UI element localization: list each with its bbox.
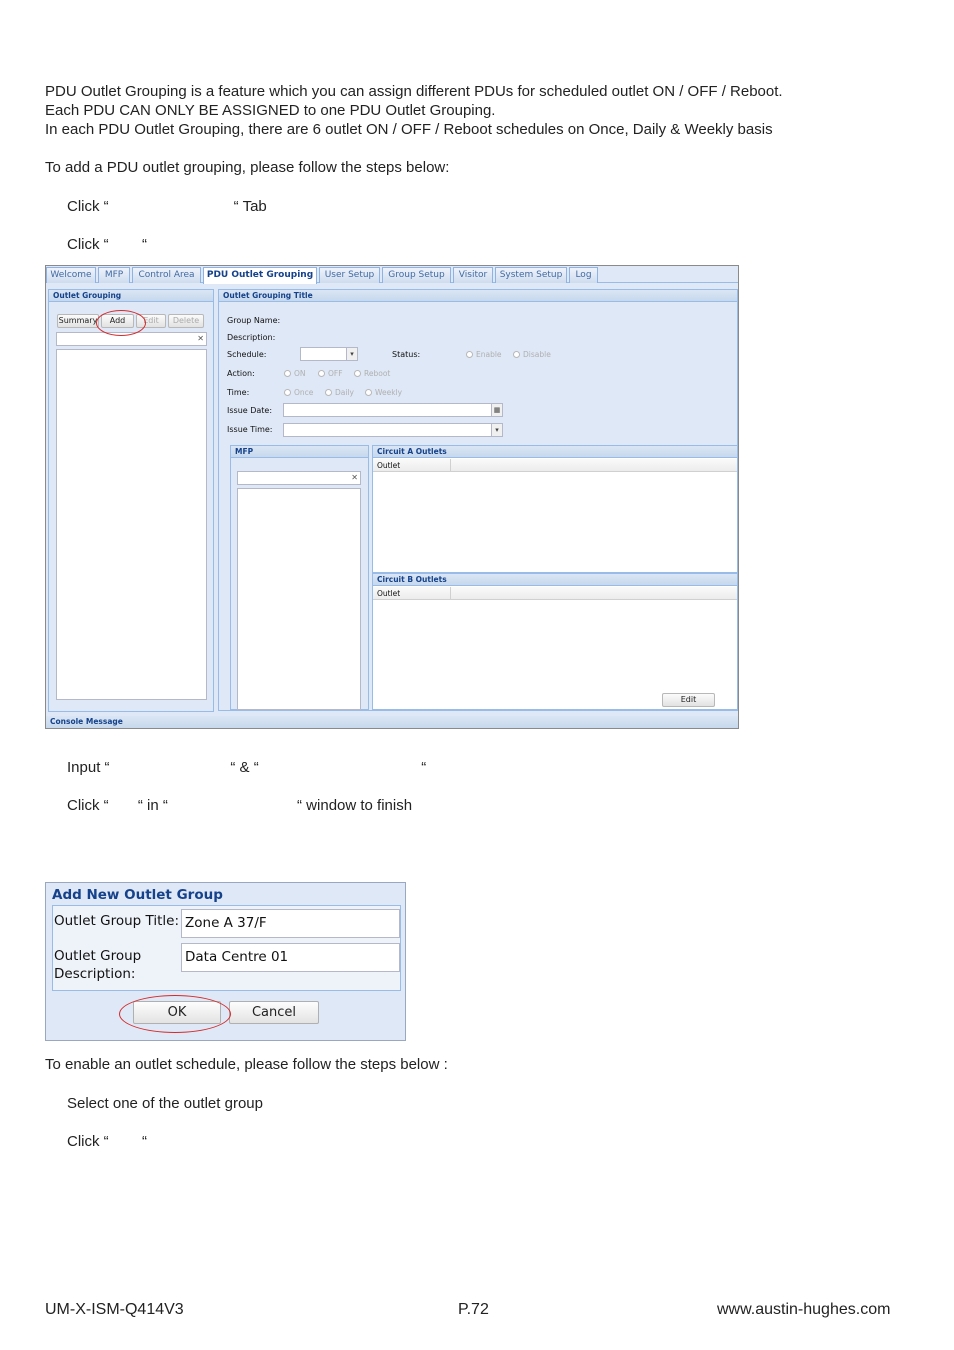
mfp-search-input[interactable]: [237, 471, 361, 485]
pdu-grouping-screenshot: [45, 265, 739, 729]
tab-user-setup[interactable]: User Setup: [319, 267, 380, 283]
tab-bar: [46, 266, 738, 283]
schedule-label: Schedule:: [227, 350, 267, 359]
cancel-button[interactable]: Cancel: [229, 1001, 319, 1024]
edit-group-button[interactable]: Edit: [662, 693, 715, 707]
tab-mfp[interactable]: MFP: [98, 267, 130, 283]
enable-steps-heading: To enable an outlet schedule, please follow the steps below :: [45, 1056, 448, 1073]
circuit-a-panel: [372, 445, 738, 573]
mfp-panel: [230, 445, 369, 710]
circuit-a-outlet-column[interactable]: Outlet: [373, 459, 737, 472]
action-on-radio[interactable]: ON: [284, 369, 306, 379]
circuit-b-title: Circuit B Outlets: [373, 574, 737, 586]
add-steps-heading: To add a PDU outlet grouping, please follow the steps below:: [45, 159, 450, 176]
group-name-label: Group Name:: [227, 316, 281, 325]
ok-button[interactable]: OK: [133, 1001, 221, 1024]
tab-welcome[interactable]: Welcome: [46, 267, 96, 283]
enable-step-1: Select one of the outlet group: [67, 1095, 263, 1112]
action-label: Action:: [227, 369, 255, 378]
outlet-group-description-label-1: Outlet Group: [54, 948, 142, 964]
tab-group-setup[interactable]: Group Setup: [382, 267, 451, 283]
outlet-group-description-input[interactable]: Data Centre 01: [181, 943, 400, 972]
outlet-grouping-title: Outlet Grouping: [49, 290, 213, 302]
clear-icon[interactable]: ✕: [351, 473, 358, 482]
clear-icon[interactable]: ✕: [197, 334, 204, 343]
chevron-down-icon[interactable]: ▾: [346, 348, 357, 360]
mfp-list[interactable]: [237, 488, 361, 710]
footer-doc-id: UM-X-ISM-Q414V3: [45, 1301, 184, 1318]
schedule-select[interactable]: [300, 347, 358, 361]
intro-line-1: PDU Outlet Grouping is a feature which you can assign different PDUs for scheduled outlet ON / OFF / Reboot.: [45, 83, 783, 100]
add-outlet-group-dialog: [45, 882, 406, 1041]
circuit-a-title: Circuit A Outlets: [373, 446, 737, 458]
add-step-1: Click “ “ Tab: [67, 198, 267, 215]
tab-pdu-outlet-grouping[interactable]: PDU Outlet Grouping: [203, 267, 317, 284]
issue-date-label: Issue Date:: [227, 406, 273, 415]
chevron-down-icon[interactable]: ▾: [491, 424, 502, 436]
enable-step-2: Click “ “: [67, 1133, 147, 1150]
time-daily-radio[interactable]: Daily: [325, 388, 354, 398]
time-label: Time:: [227, 388, 250, 397]
dialog-title: Add New Outlet Group: [52, 887, 223, 903]
tab-log[interactable]: Log: [569, 267, 598, 283]
status-disable-radio[interactable]: Disable: [513, 350, 551, 360]
highlight-circle: [119, 995, 231, 1033]
issue-date-input[interactable]: [283, 403, 503, 417]
outlet-group-title-label: Outlet Group Title:: [54, 913, 179, 929]
highlight-circle: [96, 310, 146, 336]
intro-line-2: Each PDU CAN ONLY BE ASSIGNED to one PDU Outlet Grouping.: [45, 102, 496, 119]
time-weekly-radio[interactable]: Weekly: [365, 388, 402, 398]
input-step-4: Click “ “ in “ “ window to finish: [67, 797, 413, 814]
description-label: Description:: [227, 333, 276, 342]
console-message-title: Console Message: [46, 716, 738, 729]
status-enable-radio[interactable]: Enable: [466, 350, 502, 360]
footer-page-number: P.72: [458, 1301, 489, 1318]
add-button[interactable]: Add: [101, 314, 134, 328]
tab-visitor[interactable]: Visitor: [453, 267, 493, 283]
summary-button[interactable]: Summary: [57, 314, 99, 328]
status-label: Status:: [392, 350, 421, 359]
footer-url[interactable]: www.austin-hughes.com: [717, 1301, 891, 1318]
mfp-title: MFP: [231, 446, 368, 458]
issue-time-select[interactable]: [283, 423, 503, 437]
circuit-b-outlet-column[interactable]: Outlet: [373, 587, 737, 600]
dialog-form: [52, 905, 401, 991]
add-step-2: Click “ “: [67, 236, 147, 253]
outlet-group-description-label-2: Description:: [54, 966, 136, 982]
intro-line-3: In each PDU Outlet Grouping, there are 6 outlet ON / OFF / Reboot schedules on Once, Daily & Weekly basis: [45, 121, 773, 138]
issue-time-label: Issue Time:: [227, 425, 273, 434]
group-list[interactable]: [56, 349, 207, 700]
action-reboot-radio[interactable]: Reboot: [354, 369, 390, 379]
outlet-grouping-detail-panel: [218, 289, 738, 711]
calendar-icon[interactable]: ▦: [491, 404, 502, 416]
outlet-grouping-detail-title: Outlet Grouping Title: [219, 290, 737, 302]
time-once-radio[interactable]: Once: [284, 388, 313, 398]
tab-control-area[interactable]: Control Area: [132, 267, 201, 283]
circuit-b-panel: [372, 573, 738, 710]
outlet-group-title-input[interactable]: Zone A 37/F: [181, 909, 400, 938]
edit-button[interactable]: Edit: [136, 314, 166, 328]
outlet-grouping-panel: [48, 289, 214, 712]
input-step-3: Input “ “ & “ “: [67, 759, 427, 776]
tab-system-setup[interactable]: System Setup: [495, 267, 567, 283]
delete-button[interactable]: Delete: [168, 314, 204, 328]
action-off-radio[interactable]: OFF: [318, 369, 343, 379]
